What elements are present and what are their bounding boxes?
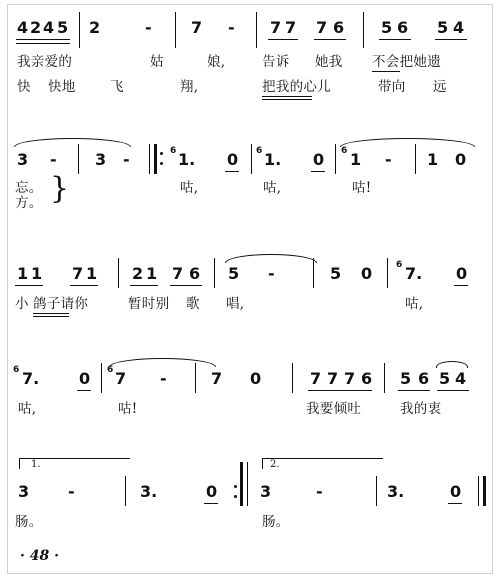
underline: [372, 71, 400, 72]
note: 0: [456, 264, 468, 283]
repeat-dot: [160, 162, 163, 165]
underline: [77, 390, 91, 391]
lyric: 快地: [48, 79, 76, 95]
lyric: 远: [433, 79, 447, 95]
lyric: 带向: [378, 79, 406, 95]
barline: [335, 144, 336, 174]
note: 7.: [405, 264, 423, 283]
note: 1: [31, 264, 43, 283]
underline: [379, 39, 411, 40]
lyric: 方。: [15, 195, 43, 211]
barline: [79, 12, 80, 48]
note: 0: [313, 150, 325, 169]
note: 5: [228, 264, 240, 283]
note: 7: [316, 18, 328, 37]
note: -: [228, 18, 235, 37]
note: 3.: [387, 482, 405, 501]
barline: [387, 258, 388, 288]
lyric: 肠。: [15, 514, 43, 530]
underline: [314, 39, 346, 40]
barline: [175, 12, 176, 48]
note: 7: [211, 369, 223, 388]
note: 3.: [140, 482, 158, 501]
grace-note: 6: [107, 365, 114, 375]
barline: [313, 258, 314, 288]
note: 6: [418, 369, 430, 388]
brace-icon: }: [50, 171, 70, 206]
grace-note: 6: [396, 260, 403, 270]
underline: [33, 316, 69, 317]
note: -: [160, 369, 167, 388]
underline: [262, 99, 312, 100]
lyric: 翔,: [180, 79, 199, 95]
final-barline-thick: [483, 476, 486, 506]
note: 7: [72, 264, 84, 283]
barline: [415, 144, 416, 174]
note: 7: [344, 369, 356, 388]
barline: [363, 12, 364, 48]
lyric: 飞: [110, 79, 124, 95]
barline: [214, 258, 215, 288]
note: 3: [260, 482, 272, 501]
grace-note: 6: [13, 365, 20, 375]
lyric: 鸽子请你: [33, 296, 89, 312]
note: 7: [327, 369, 339, 388]
note: 1.: [178, 150, 196, 169]
note: 5: [400, 369, 412, 388]
barline: [376, 476, 377, 506]
lyric: 咕!: [118, 401, 138, 417]
lyric: 咕,: [263, 180, 282, 196]
note: 6: [189, 264, 201, 283]
lyric: 咕!: [352, 180, 372, 196]
grace-note: 6: [341, 146, 348, 156]
note: 6: [397, 18, 409, 37]
note: 5: [437, 18, 449, 37]
note: 6: [333, 18, 345, 37]
lyric: 歌: [186, 296, 200, 312]
lyric: 唱,: [226, 296, 245, 312]
note: 0: [455, 150, 467, 169]
note: -: [316, 482, 323, 501]
repeat-barline-thick: [240, 462, 243, 506]
underline: [33, 313, 69, 314]
note: 7: [270, 18, 282, 37]
note: 0: [206, 482, 218, 501]
note: 0: [79, 369, 91, 388]
note: 7: [191, 18, 203, 37]
page-border: [7, 4, 493, 574]
note: 4: [43, 18, 55, 37]
underline: [308, 390, 372, 391]
barline: [78, 144, 79, 174]
underline: [268, 39, 298, 40]
note: -: [145, 18, 152, 37]
note: 0: [250, 369, 262, 388]
underline: [70, 285, 98, 286]
note: 3: [95, 150, 107, 169]
note: 2: [89, 18, 101, 37]
underline: [448, 503, 462, 504]
note: 7.: [22, 369, 40, 388]
volta-bracket: [262, 458, 383, 469]
underline: [16, 43, 70, 44]
note: 1: [350, 150, 362, 169]
lyric: 咕,: [405, 296, 424, 312]
page-number: · 48 ·: [20, 548, 59, 564]
volta-label: 2.: [270, 459, 280, 470]
lyric: 小: [15, 296, 29, 312]
slur: [436, 361, 468, 368]
lyric: 咕,: [180, 180, 199, 196]
repeat-dot: [160, 152, 163, 155]
barline: [256, 12, 257, 48]
lyric: 忘。: [15, 180, 43, 196]
underline: [15, 285, 43, 286]
note: -: [385, 150, 392, 169]
repeat-barline-thick: [154, 144, 157, 174]
underline: [225, 171, 239, 172]
note: 5: [330, 264, 342, 283]
note: 0: [450, 482, 462, 501]
note: 4: [455, 369, 467, 388]
underline: [398, 390, 430, 391]
lyric: 肠。: [262, 514, 290, 530]
barline: [195, 363, 196, 393]
lyric: 把我的心儿: [262, 79, 331, 95]
note: 1.: [264, 150, 282, 169]
note: 7: [115, 369, 127, 388]
repeat-dot: [234, 495, 237, 498]
underline: [16, 39, 70, 40]
lyric: 姑: [150, 54, 164, 70]
barline: [118, 258, 119, 288]
grace-note: 6: [256, 146, 263, 156]
note: 3: [18, 482, 30, 501]
lyric: 不会把她遗: [372, 54, 441, 70]
note: 2: [30, 18, 42, 37]
lyric: 暂时别: [128, 296, 170, 312]
underline: [311, 171, 325, 172]
repeat-dot: [234, 485, 237, 488]
note: 5: [439, 369, 451, 388]
note: 1: [86, 264, 98, 283]
note: -: [50, 150, 57, 169]
underline: [437, 390, 469, 391]
lyric: 我亲爱的: [17, 54, 73, 70]
note: 0: [227, 150, 239, 169]
note: 4: [17, 18, 29, 37]
underline: [204, 503, 218, 504]
underline: [130, 285, 158, 286]
note: -: [123, 150, 130, 169]
barline: [384, 363, 385, 393]
underline: [262, 96, 312, 97]
lyric: 娘,: [207, 54, 226, 70]
lyric: 咕,: [18, 401, 37, 417]
note: 6: [361, 369, 373, 388]
lyric: 我要倾吐: [306, 401, 362, 417]
repeat-barline: [247, 462, 248, 506]
note: -: [268, 264, 275, 283]
note: 5: [381, 18, 393, 37]
note: 5: [57, 18, 69, 37]
lyric: 她我: [315, 54, 343, 70]
note: 4: [453, 18, 465, 37]
final-barline: [478, 476, 479, 506]
note: 1: [427, 150, 439, 169]
note: 7: [285, 18, 297, 37]
note: 7: [172, 264, 184, 283]
note: 1: [146, 264, 158, 283]
repeat-barline: [149, 144, 150, 174]
underline: [454, 285, 468, 286]
barline: [292, 363, 293, 393]
underline: [435, 39, 467, 40]
note: 1: [17, 264, 29, 283]
barline: [251, 144, 252, 174]
note: 3: [17, 150, 29, 169]
note: -: [68, 482, 75, 501]
lyric: 我的衷: [400, 401, 442, 417]
lyric: 告诉: [262, 54, 290, 70]
grace-note: 6: [170, 146, 177, 156]
underline: [170, 285, 202, 286]
note: 0: [361, 264, 373, 283]
lyric: 快: [17, 79, 31, 95]
note: 7: [310, 369, 322, 388]
note: 2: [132, 264, 144, 283]
volta-label: 1.: [31, 459, 41, 470]
barline: [101, 363, 102, 393]
barline: [125, 476, 126, 506]
